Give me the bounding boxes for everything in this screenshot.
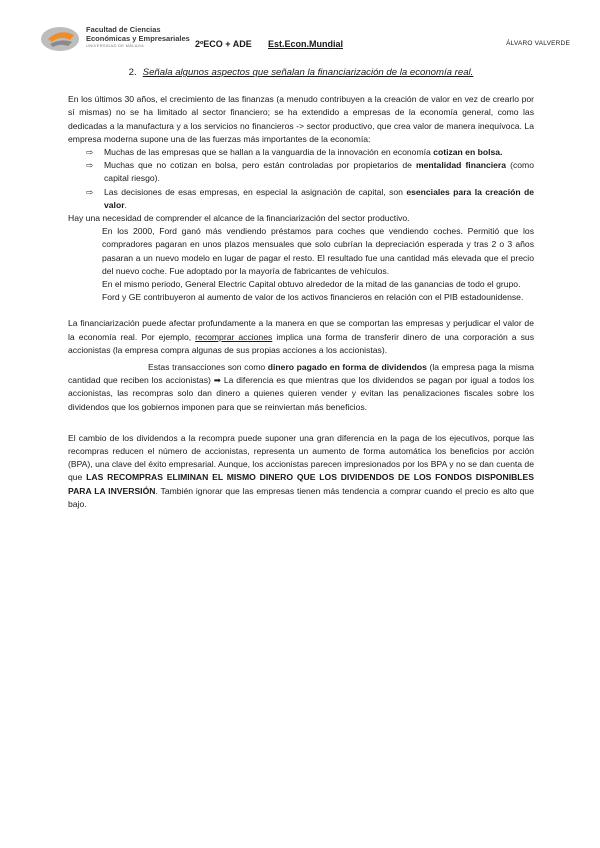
- logo-line-2: Económicas y Empresariales: [86, 34, 190, 43]
- logo-line-1: Facultad de Ciencias: [86, 25, 161, 34]
- bullet-bold: esenciales para la creación de valor: [104, 186, 534, 210]
- dividends-bold: dinero pagado en forma de dividendos: [267, 362, 427, 373]
- document-body: [68, 66, 534, 511]
- paragraph-need: Hay una necesidad de comprender el alcance de la financiarización del sector productivo.: [68, 213, 410, 224]
- page-header: [40, 22, 570, 56]
- bullet-item: [86, 186, 534, 212]
- bullet-item: [86, 146, 534, 159]
- paragraph-buybacks: [68, 317, 534, 357]
- dividends-text-a: Estas transacciones son como: [148, 362, 268, 373]
- buybacks-text-a: La financiarización puede afectar profundamente a la manera en que se comportan las empresas y perjudicar el valor de la economía real. Por ejemplo,: [68, 318, 534, 342]
- bullet-item: [86, 159, 534, 185]
- example-ge: En el mismo periodo, General Electric Capital obtuvo alrededor de la mitad de las ganancias de todo el grupo.: [102, 279, 521, 290]
- paragraph-executives: [68, 432, 534, 511]
- buybacks-underlined: recomprar acciones: [195, 331, 273, 342]
- section-number: 2.: [128, 67, 137, 78]
- bullet-text: Muchas que no cotizan en bolsa, pero están controladas por propietarios de: [104, 160, 417, 171]
- bullet-bold: mentalidad financiera: [416, 160, 507, 171]
- example-ford: En los 2000, Ford ganó más vendiendo préstamos para coches que vendiendo coches. Permitió que los compradores pagaran en unos plazos mensuales que solo cubrían la depreciación esperada y tras 2 o 3 años pasaran a un nuevo modelo en lugar de pagar el resto. El resultado fue una cantidad más elevada que el precio del nuevo coche. Fue adoptado por la mayoría de fabricantes de vehículos.: [102, 226, 534, 276]
- executives-text-a: El cambio de los dividendos a la recompra puede suponer una gran diferencia en la paga de los ejecutivos, porque las recompras reducen el número de accionistas, representa un aumento de forma automática los beneficios por acción (BPA), una clave del éxito empresarial. Aunque, los accionistas parecen impresionados por los BPA y no se dan cuenta de que: [68, 432, 534, 483]
- faculty-logo: [40, 22, 190, 56]
- bullet-list: [86, 146, 534, 212]
- logo-subtitle: UNIVERSIDAD DE MÁLAGA: [86, 43, 145, 48]
- author-label: ÁLVARO VALVERDE: [506, 40, 570, 47]
- bullet-bold: cotizan en bolsa.: [433, 147, 503, 158]
- bullet-after: (como capital riesgo).: [104, 160, 534, 184]
- example-ford-ge: Ford y GE contribuyeron al aumento de valor de los activos financieros en relación con el PIB estadounidense.: [102, 292, 524, 303]
- faculty-logo-icon: [40, 26, 80, 52]
- paragraph-intro: En los últimos 30 años, el crecimiento de las finanzas (a menudo contribuyen a la creación de valor en vez de crearlo por sí mismas) no se ha limitado al sector financiero; se ha extendido a empresas de la economía general, como las dedicadas a la manufactura y a los servicios no financieros -> sector productivo, que crea valor de manera inequívoca. La empresa moderna supone una de las fuerzas más importantes de la economía:: [68, 94, 534, 144]
- section-title-text: Señala algunos aspectos que señalan la financiarización de la economía real.: [142, 67, 474, 78]
- buybacks-text-b: implica una forma de transferir dinero de una corporación a sus accionistas (la empresa compra algunas de sus propias acciones a los accionistas).: [68, 331, 534, 355]
- arrow-icon: ⇨: [86, 186, 94, 197]
- executives-text-b: . También ignorar que las empresas tienen más tendencia a comprar cuando el precio es alto que bajo.: [68, 485, 534, 509]
- executives-bold: LAS RECOMPRAS ELIMINAN EL MISMO DINERO QUE LOS DIVIDENDOS DE LOS FONDOS DISPONIBLES PARA LA INVERSIÓN: [68, 472, 534, 496]
- paragraph-dividends: [68, 361, 534, 414]
- examples-block: [102, 225, 534, 304]
- bullet-after: .: [124, 199, 127, 210]
- dividends-text-b: (la empresa paga la misma cantidad que reciben los accionistas) ➡ La diferencia es que mientras que los dividendos se pagan por igual a todos los accionistas, las recompras solo dan dinero a quienes quieren vender y evitan las penalizaciones fiscales sobre los dividendos que los gobiernos imponen para que se reinviertan más beneficios.: [68, 362, 534, 412]
- arrow-icon: ⇨: [86, 147, 94, 158]
- arrow-icon: ⇨: [86, 160, 94, 171]
- section-title: [68, 66, 534, 79]
- course-label: 2ºECO + ADE: [195, 39, 252, 49]
- bullet-text: Muchas de las empresas que se hallan a la vanguardia de la innovación en economía: [104, 147, 434, 158]
- bullet-text: Las decisiones de esas empresas, en especial la asignación de capital, son: [104, 186, 407, 197]
- faculty-logo-text: [86, 25, 190, 49]
- subject-label: Est.Econ.Mundial: [268, 39, 344, 49]
